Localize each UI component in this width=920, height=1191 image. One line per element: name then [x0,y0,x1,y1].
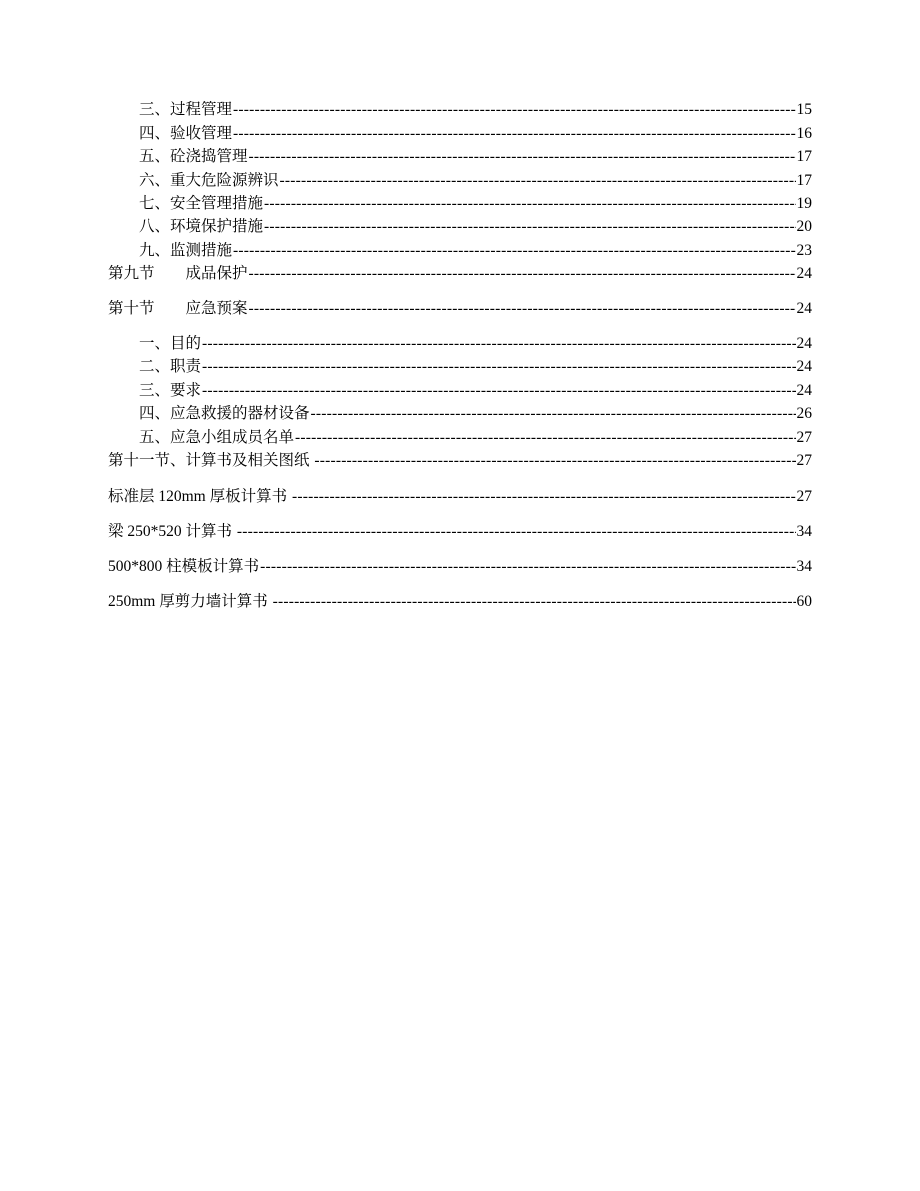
toc-entry-label: 500*800 柱模板计算书 [108,558,260,575]
toc-entry-page-number: 16 [796,125,812,142]
toc-entry[interactable] [139,215,812,237]
toc-entry-page-number: 27 [796,452,812,469]
toc-entry-page-number: 20 [796,218,812,235]
toc-entry[interactable] [108,262,812,284]
toc-entry-label: 三、要求 [139,382,202,399]
toc-leader-dots [314,451,795,471]
toc-entry[interactable] [139,192,812,214]
toc-entry[interactable] [108,555,812,577]
toc-entry-label: 五、应急小组成员名单 [139,429,295,446]
toc-entry[interactable] [139,145,812,167]
toc-entry-label: 第十节 应急预案 [108,300,248,317]
toc-entry-label: 梁 250*520 计算书 [108,523,236,540]
toc-leader-dots [202,357,795,377]
toc-leader-dots [233,124,795,144]
toc-leader-dots [202,381,795,401]
toc-leader-dots [260,557,795,577]
toc-entry-label: 250mm 厚剪力墙计算书 [108,593,272,610]
toc-entry-page-number: 26 [796,405,812,422]
toc-entry[interactable] [139,169,812,191]
toc-entry-page-number: 17 [796,148,812,165]
toc-entry-label: 四、验收管理 [139,125,233,142]
toc-entry-label: 三、过程管理 [139,101,233,118]
toc-entry-label: 七、安全管理措施 [139,195,264,212]
toc-entry-label: 九、监测措施 [139,242,233,259]
toc-entry-label: 五、砼浇捣管理 [139,148,248,165]
toc-entry-page-number: 17 [796,172,812,189]
toc-entry[interactable] [108,520,812,542]
toc-leader-dots [264,217,795,237]
toc-entry[interactable] [139,239,812,261]
toc-entry-page-number: 24 [796,335,812,352]
toc-leader-dots [233,100,795,120]
toc-entry-label: 第九节 成品保护 [108,265,248,282]
toc-leader-dots [273,592,796,612]
toc-leader-dots [264,194,795,214]
toc-leader-dots [292,487,796,507]
toc-entry-label: 标准层 120mm 厚板计算书 [108,488,291,505]
toc-entry[interactable] [139,426,812,448]
toc-leader-dots [202,334,795,354]
toc-leader-dots [233,241,795,261]
toc-entry-label: 一、目的 [139,335,202,352]
toc-entry-label: 第十一节、计算书及相关图纸 [108,452,314,469]
toc-entry-label: 六、重大危险源辨识 [139,172,279,189]
toc-entry[interactable] [108,297,812,319]
toc-entry-page-number: 24 [796,358,812,375]
toc-entry[interactable] [139,355,812,377]
toc-entry[interactable] [139,379,812,401]
toc-entry[interactable] [108,590,812,612]
toc-entry-page-number: 34 [796,523,812,540]
toc-leader-dots [295,428,795,448]
toc-leader-dots [249,264,796,284]
toc-entry[interactable] [139,332,812,354]
toc-entry-page-number: 60 [796,593,812,610]
toc-entry-page-number: 24 [796,300,812,317]
toc-entry[interactable] [139,122,812,144]
toc-entry-page-number: 15 [796,101,812,118]
toc-entry-page-number: 34 [796,558,812,575]
toc-leader-dots [249,299,796,319]
toc-leader-dots [237,522,796,542]
toc-entry-label: 二、职责 [139,358,202,375]
toc-entry[interactable] [139,98,812,120]
toc-entry-page-number: 23 [796,242,812,259]
toc-entry-label: 八、环境保护措施 [139,218,264,235]
toc-entry-page-number: 27 [796,429,812,446]
toc-entry-page-number: 24 [796,265,812,282]
toc-leader-dots [249,147,796,167]
toc-entry-page-number: 27 [796,488,812,505]
toc-entry[interactable] [108,449,812,471]
toc-entry-label: 四、应急救援的器材设备 [139,405,310,422]
toc-entry-page-number: 19 [796,195,812,212]
toc-entry[interactable] [108,485,812,507]
toc-entry[interactable] [139,402,812,424]
toc-leader-dots [280,171,796,191]
toc-leader-dots [311,404,796,424]
toc-entry-page-number: 24 [796,382,812,399]
